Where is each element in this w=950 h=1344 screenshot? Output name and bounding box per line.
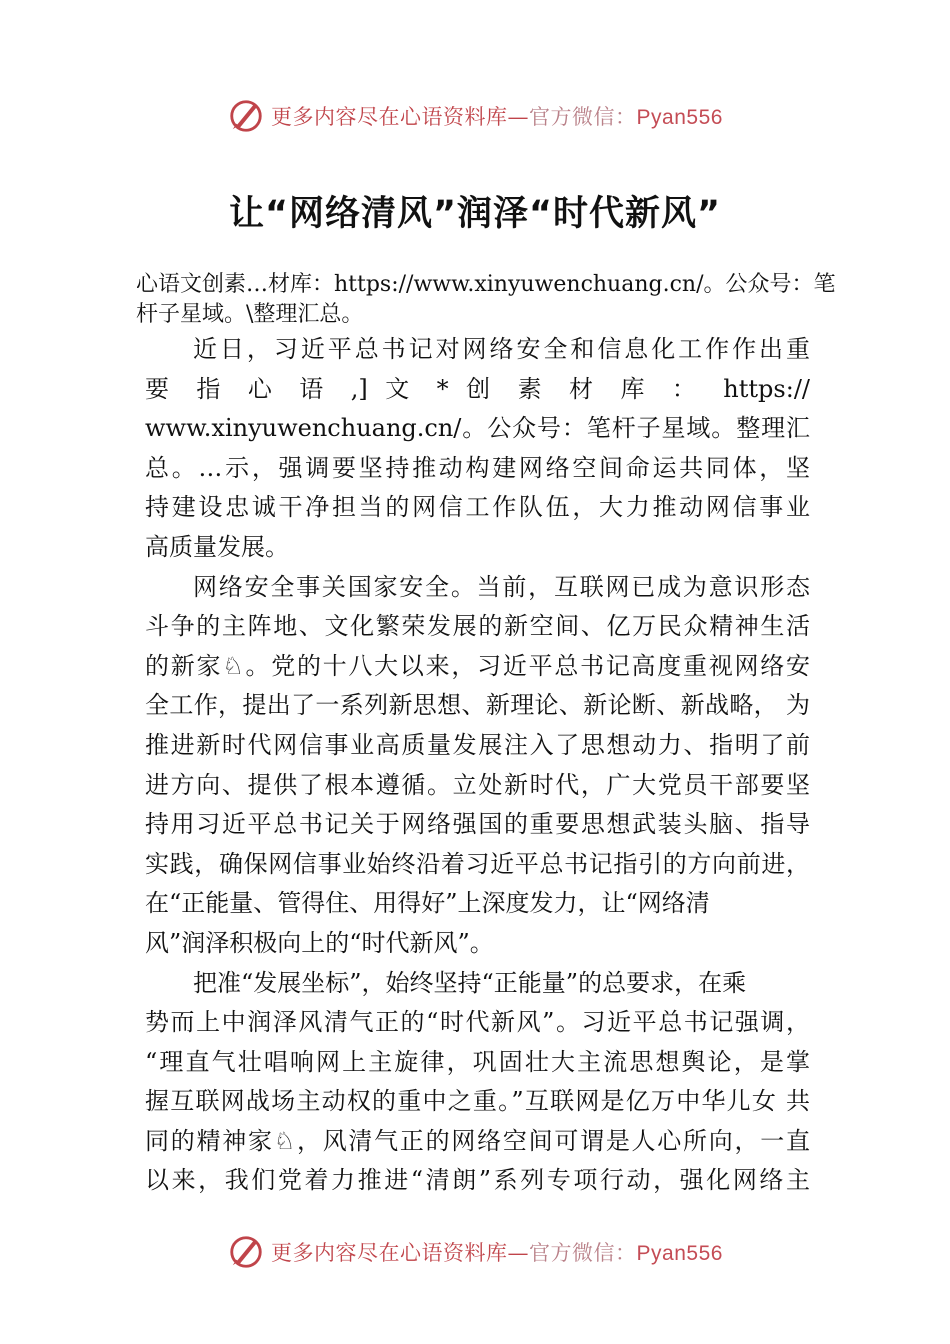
banner-wechat-label: 官方微信：: [529, 1241, 637, 1265]
paragraph-line: 在“正能量、管得住、用得好”上深度发力，让“网络清: [145, 889, 710, 918]
paragraph-line: 近日，习近平总书记对网络安全和信息化工作作出重: [193, 335, 810, 363]
paragraph-line: 网络安全事关国家安全。当前，互联网已成为意识形态: [193, 572, 810, 601]
paragraph-line: www.xinyuwenchuang.cn/。公众号：笔杆子星域。整理汇: [145, 414, 810, 443]
paragraph-line: 以来，我们党着力推进“清朗”系列专项行动，强化网络主: [145, 1166, 810, 1195]
header-banner: [0, 96, 950, 136]
paragraph-line: 推进新时代网信事业高质量发展注入了思想动力、指明了前: [145, 730, 810, 759]
header-banner-text: [271, 101, 723, 131]
banner-main-text: 更多内容尽在心语资料库: [271, 1241, 508, 1265]
footer-banner: [0, 1232, 950, 1272]
paragraph-line: 持用习近平总书记关于网络强国的重要思想武装头脑、指导: [145, 810, 810, 839]
quill-pen-logo-icon: [227, 1233, 265, 1271]
source-note: 心语文创素…材库：https://www.xinyuwenchuang.cn/。公众号：笔杆子星域。\整理汇总。: [136, 272, 836, 327]
paragraph-line: 总。…示，强调要坚持推动构建网络空间命运共同体，坚: [145, 453, 810, 482]
paragraph-line: 势而上中润泽风清气正的“时代新风”。习近平总书记强调，: [145, 1008, 810, 1037]
paragraph-line: 风”润泽积极向上的“时代新风”。: [145, 928, 494, 957]
paragraph-line: 斗争的主阵地、文化繁荣发展的新空间、亿万民众精神生活: [145, 612, 810, 641]
banner-dash: —: [507, 1241, 530, 1265]
footer-banner-text: [271, 1237, 723, 1267]
paragraph-line: 持建设忠诚干净担当的网信工作队伍，大力推动网信事业: [145, 493, 810, 522]
paragraph-line: 实践，确保网信事业始终沿着习近平总书记指引的方向前进，: [145, 849, 810, 878]
paragraph-line: 握互联网战场主动权的重中之重。”互联网是亿万中华儿女 共: [145, 1087, 810, 1116]
paragraph-line: 同的精神家♘，风清气正的网络空间可谓是人心所向，一直: [145, 1126, 810, 1155]
paragraph-line: 进方向、提供了根本遵循。立处新时代，广大党员干部要坚: [145, 770, 810, 799]
banner-wechat-id: Pyan556: [636, 106, 723, 129]
page-title: 让“网络清风”润泽“时代新风”: [228, 194, 721, 234]
banner-dash: —: [507, 105, 530, 129]
banner-wechat-id: Pyan556: [636, 1242, 723, 1265]
paragraph-line: 高质量发展。: [145, 532, 289, 561]
banner-main-text: 更多内容尽在心语资料库: [271, 105, 508, 129]
paragraph-line: “理直气壮唱响网上主旋律，巩固壮大主流思想舆论，是掌: [145, 1047, 810, 1076]
banner-wechat-label: 官方微信：: [529, 105, 637, 129]
quill-pen-logo-icon: [227, 97, 265, 135]
paragraph-line: 要 指 心 语 ,] 文 * 创 素 材 库 ： https://: [145, 374, 810, 403]
paragraph-line: 把准“发展坐标”，始终坚持“正能量”的总要求，在乘: [193, 968, 747, 997]
paragraph-line: 的新家♘。党的十八大以来，习近平总书记高度重视网络安: [145, 651, 810, 680]
paragraph-line: 全工作，提出了一系列新思想、新理论、新论断、新战略， 为: [145, 691, 810, 720]
article-body: [145, 330, 810, 1201]
